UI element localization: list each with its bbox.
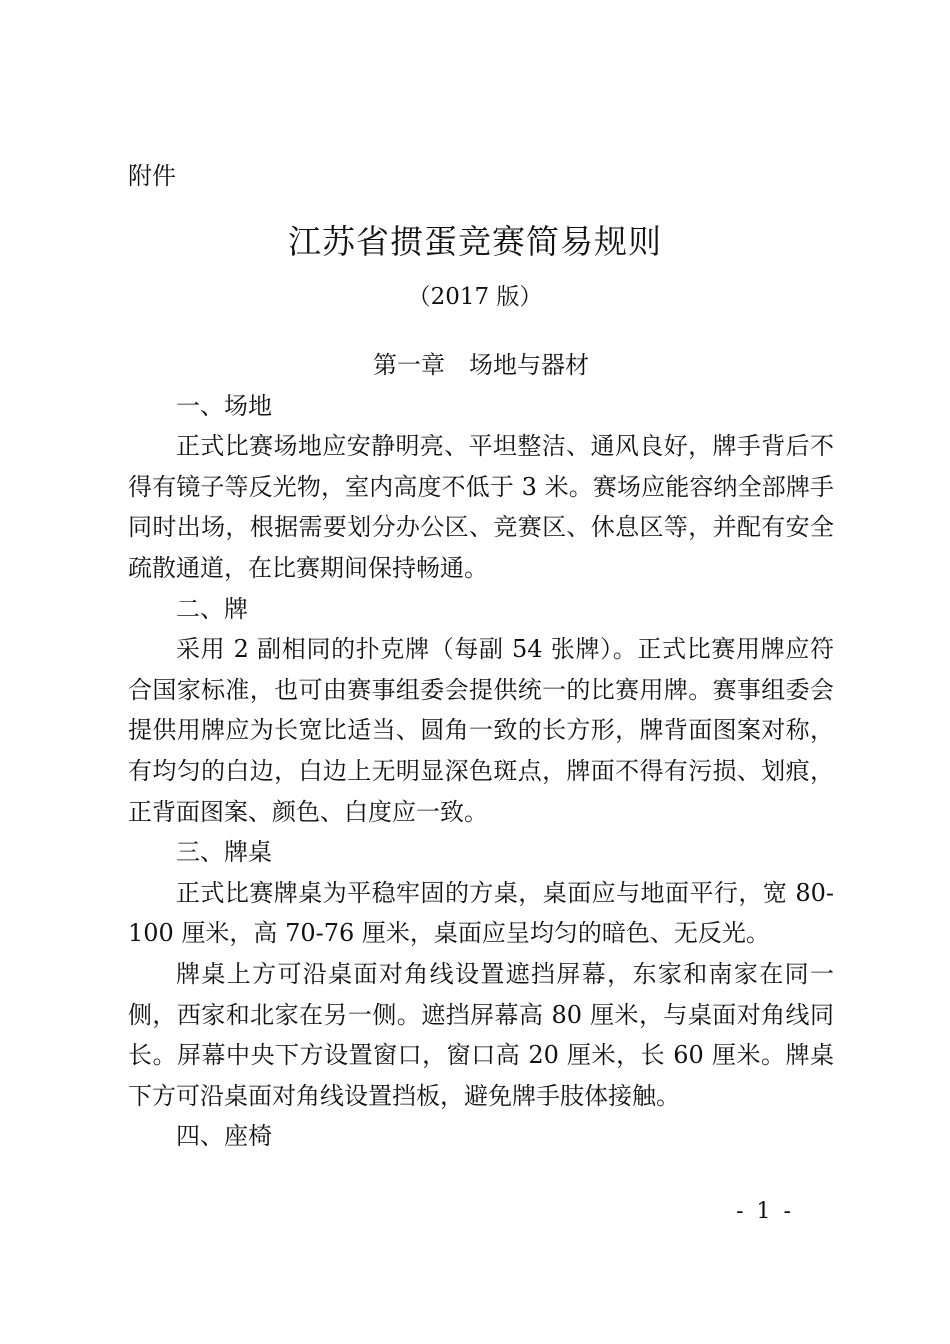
- attachment-label: 附件: [128, 162, 176, 190]
- section-heading-table: 三、牌桌: [176, 838, 272, 867]
- chapter-number: 第一章: [373, 351, 445, 379]
- page-number: - 1 -: [736, 1199, 794, 1224]
- section-heading-cards: 二、牌: [176, 594, 248, 623]
- document-subtitle: （2017 版）: [407, 284, 543, 310]
- chapter-name: 场地与器材: [469, 351, 589, 379]
- section-paragraph: 牌桌上方可沿桌面对角线设置遮挡屏幕，东家和南家在同一侧，西家和北家在另一侧。遮挡屏幕高 80 厘米，与桌面对角线同长。屏幕中央下方设置窗口，窗口高 20 厘米，长 60 厘米。牌桌下方可沿桌面对角线设置挡板，避免牌手肢体接触。: [128, 959, 834, 1110]
- section-paragraph: 采用 2 副相同的扑克牌（每副 54 张牌）。正式比赛用牌应符合国家标准，也可由赛事组委会提供统一的比赛用牌。赛事组委会提供用牌应为长宽比适当、圆角一致的长方形，牌背面图案对称，有均匀的白边，白边上无明显深色斑点，牌面不得有污损、划痕，正背面图案、颜色、白度应一致。: [128, 635, 834, 826]
- section-paragraph: 正式比赛牌桌为平稳牢固的方桌，桌面应与地面平行，宽 80-100 厘米，高 70-76 厘米，桌面应呈均匀的暗色、无反光。: [128, 878, 834, 948]
- section-heading-venue: 一、场地: [176, 391, 272, 420]
- section-paragraph: 正式比赛场地应安静明亮、平坦整洁、通风良好，牌手背后不得有镜子等反光物，室内高度不低于 3 米。赛场应能容纳全部牌手同时出场，根据需要划分办公区、竞赛区、休息区等，并配有安全疏散通道，在比赛期间保持畅通。: [128, 432, 834, 582]
- chapter-heading: [128, 345, 834, 386]
- document-title: 江苏省掼蛋竞赛简易规则: [288, 222, 662, 261]
- section-heading-chairs: 四、座椅: [176, 1122, 272, 1151]
- document-body: [128, 345, 834, 1157]
